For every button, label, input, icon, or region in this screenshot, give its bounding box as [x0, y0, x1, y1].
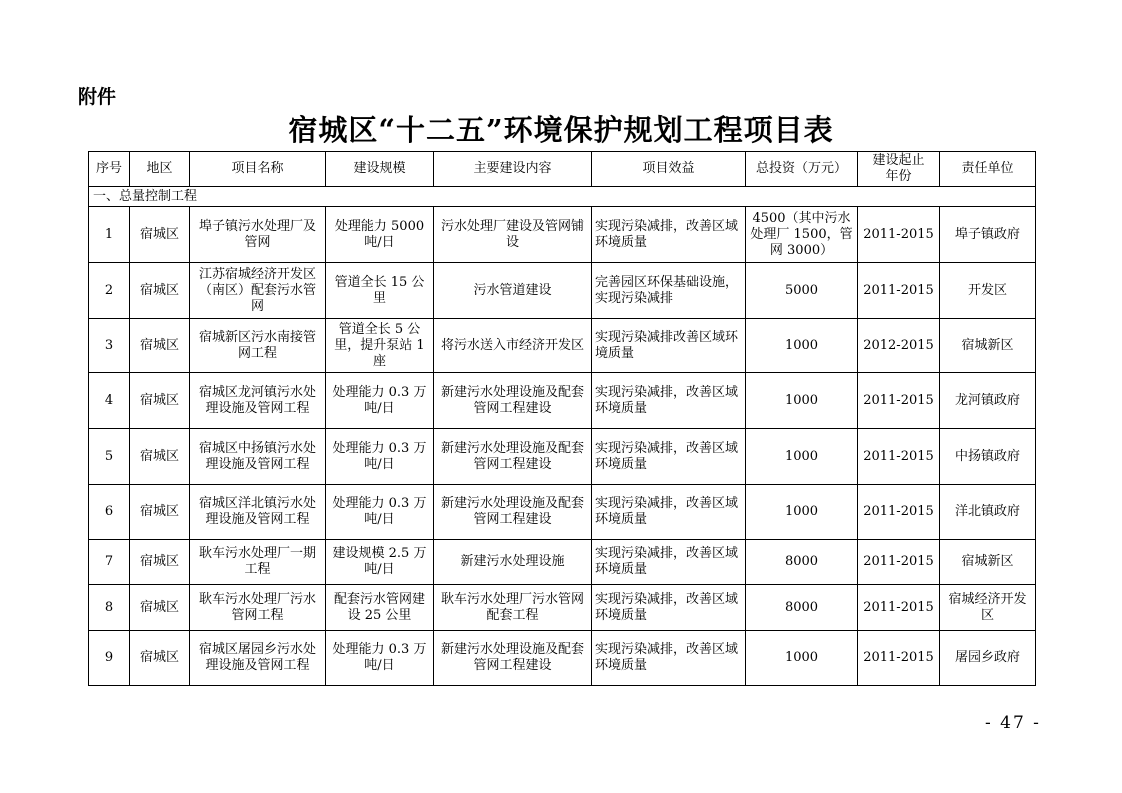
cell-content: 新建污水处理设施	[434, 540, 592, 585]
cell-investment: 1000	[746, 429, 858, 485]
cell-scale: 处理能力 0.3 万吨/日	[326, 373, 434, 429]
header-cell-name: 项目名称	[190, 152, 326, 187]
attachment-label: 附件	[78, 86, 117, 108]
cell-benefit: 实现污染减排，改善区域环境质量	[592, 631, 746, 686]
cell-years: 2011-2015	[858, 207, 940, 263]
cell-years: 2011-2015	[858, 429, 940, 485]
table-row	[89, 319, 1036, 373]
cell-content: 将污水送入市经济开发区	[434, 319, 592, 373]
header-cell-investment: 总投资（万元）	[746, 152, 858, 187]
cell-scale: 配套污水管网建设 25 公里	[326, 585, 434, 631]
cell-benefit: 实现污染减排，改善区域环境质量	[592, 429, 746, 485]
cell-benefit: 实现污染减排，改善区域环境质量	[592, 485, 746, 540]
cell-region: 宿城区	[130, 373, 190, 429]
cell-region: 宿城区	[130, 207, 190, 263]
cell-years: 2011-2015	[858, 485, 940, 540]
cell-investment: 1000	[746, 485, 858, 540]
cell-no: 7	[89, 540, 130, 585]
page-number: - 47 -	[985, 713, 1041, 733]
cell-unit: 宿城经济开发区	[940, 585, 1036, 631]
cell-content: 新建污水处理设施及配套管网工程建设	[434, 631, 592, 686]
cell-no: 6	[89, 485, 130, 540]
cell-unit: 宿城新区	[940, 540, 1036, 585]
cell-project-name: 埠子镇污水处理厂及管网	[190, 207, 326, 263]
cell-content: 新建污水处理设施及配套管网工程建设	[434, 429, 592, 485]
cell-project-name: 耿车污水处理厂污水管网工程	[190, 585, 326, 631]
cell-no: 8	[89, 585, 130, 631]
cell-investment: 4500（其中污水处理厂 1500，管网 3000）	[746, 207, 858, 263]
cell-project-name: 宿城区洋北镇污水处理设施及管网工程	[190, 485, 326, 540]
cell-unit: 开发区	[940, 263, 1036, 319]
project-table	[88, 151, 1036, 686]
cell-scale: 处理能力 0.3 万吨/日	[326, 485, 434, 540]
cell-content: 新建污水处理设施及配套管网工程建设	[434, 373, 592, 429]
cell-content: 新建污水处理设施及配套管网工程建设	[434, 485, 592, 540]
cell-scale: 处理能力 0.3 万吨/日	[326, 429, 434, 485]
cell-scale: 处理能力 5000 吨/日	[326, 207, 434, 263]
table-row	[89, 540, 1036, 585]
header-cell-no: 序号	[89, 152, 130, 187]
cell-unit: 埠子镇政府	[940, 207, 1036, 263]
cell-years: 2011-2015	[858, 585, 940, 631]
cell-years: 2012-2015	[858, 319, 940, 373]
cell-no: 9	[89, 631, 130, 686]
header-cell-benefit: 项目效益	[592, 152, 746, 187]
cell-project-name: 江苏宿城经济开发区（南区）配套污水管网	[190, 263, 326, 319]
table-row	[89, 207, 1036, 263]
cell-scale: 管道全长 5 公里，提升泵站 1 座	[326, 319, 434, 373]
page-title: 宿城区“十二五”环境保护规划工程项目表	[288, 113, 834, 147]
header-cell-scale: 建设规模	[326, 152, 434, 187]
cell-region: 宿城区	[130, 585, 190, 631]
table-row	[89, 263, 1036, 319]
cell-investment: 1000	[746, 631, 858, 686]
cell-benefit: 实现污染减排，改善区域环境质量	[592, 585, 746, 631]
cell-region: 宿城区	[130, 540, 190, 585]
cell-project-name: 宿城区中扬镇污水处理设施及管网工程	[190, 429, 326, 485]
cell-project-name: 宿城新区污水南接管网工程	[190, 319, 326, 373]
cell-content: 耿车污水处理厂污水管网配套工程	[434, 585, 592, 631]
cell-unit: 屠园乡政府	[940, 631, 1036, 686]
cell-benefit: 实现污染减排，改善区域环境质量	[592, 373, 746, 429]
header-cell-region: 地区	[130, 152, 190, 187]
cell-project-name: 宿城区屠园乡污水处理设施及管网工程	[190, 631, 326, 686]
cell-content: 污水处理厂建设及管网铺设	[434, 207, 592, 263]
cell-region: 宿城区	[130, 485, 190, 540]
cell-benefit: 实现污染减排，改善区域环境质量	[592, 540, 746, 585]
cell-investment: 1000	[746, 373, 858, 429]
header-cell-content: 主要建设内容	[434, 152, 592, 187]
section-title: 一、总量控制工程	[89, 187, 1036, 207]
cell-no: 5	[89, 429, 130, 485]
cell-scale: 处理能力 0.3 万吨/日	[326, 631, 434, 686]
cell-investment: 8000	[746, 540, 858, 585]
cell-no: 3	[89, 319, 130, 373]
section-row	[89, 187, 1036, 207]
table-row	[89, 585, 1036, 631]
table-row	[89, 373, 1036, 429]
cell-project-name: 耿车污水处理厂一期工程	[190, 540, 326, 585]
cell-investment: 8000	[746, 585, 858, 631]
cell-unit: 中扬镇政府	[940, 429, 1036, 485]
table-row	[89, 429, 1036, 485]
cell-benefit: 完善园区环保基础设施，实现污染减排	[592, 263, 746, 319]
cell-scale: 管道全长 15 公里	[326, 263, 434, 319]
cell-region: 宿城区	[130, 631, 190, 686]
cell-content: 污水管道建设	[434, 263, 592, 319]
cell-region: 宿城区	[130, 429, 190, 485]
cell-investment: 1000	[746, 319, 858, 373]
header-cell-years: 建设起止年份	[858, 152, 940, 187]
cell-unit: 宿城新区	[940, 319, 1036, 373]
table-row	[89, 631, 1036, 686]
cell-no: 2	[89, 263, 130, 319]
cell-unit: 洋北镇政府	[940, 485, 1036, 540]
cell-years: 2011-2015	[858, 263, 940, 319]
cell-region: 宿城区	[130, 263, 190, 319]
cell-benefit: 实现污染减排改善区域环境质量	[592, 319, 746, 373]
table-header-row	[89, 152, 1036, 187]
cell-years: 2011-2015	[858, 631, 940, 686]
table-row	[89, 485, 1036, 540]
cell-no: 1	[89, 207, 130, 263]
cell-project-name: 宿城区龙河镇污水处理设施及管网工程	[190, 373, 326, 429]
cell-investment: 5000	[746, 263, 858, 319]
cell-years: 2011-2015	[858, 373, 940, 429]
header-cell-unit: 责任单位	[940, 152, 1036, 187]
cell-years: 2011-2015	[858, 540, 940, 585]
cell-region: 宿城区	[130, 319, 190, 373]
cell-benefit: 实现污染减排，改善区域环境质量	[592, 207, 746, 263]
cell-scale: 建设规模 2.5 万吨/日	[326, 540, 434, 585]
cell-unit: 龙河镇政府	[940, 373, 1036, 429]
cell-no: 4	[89, 373, 130, 429]
